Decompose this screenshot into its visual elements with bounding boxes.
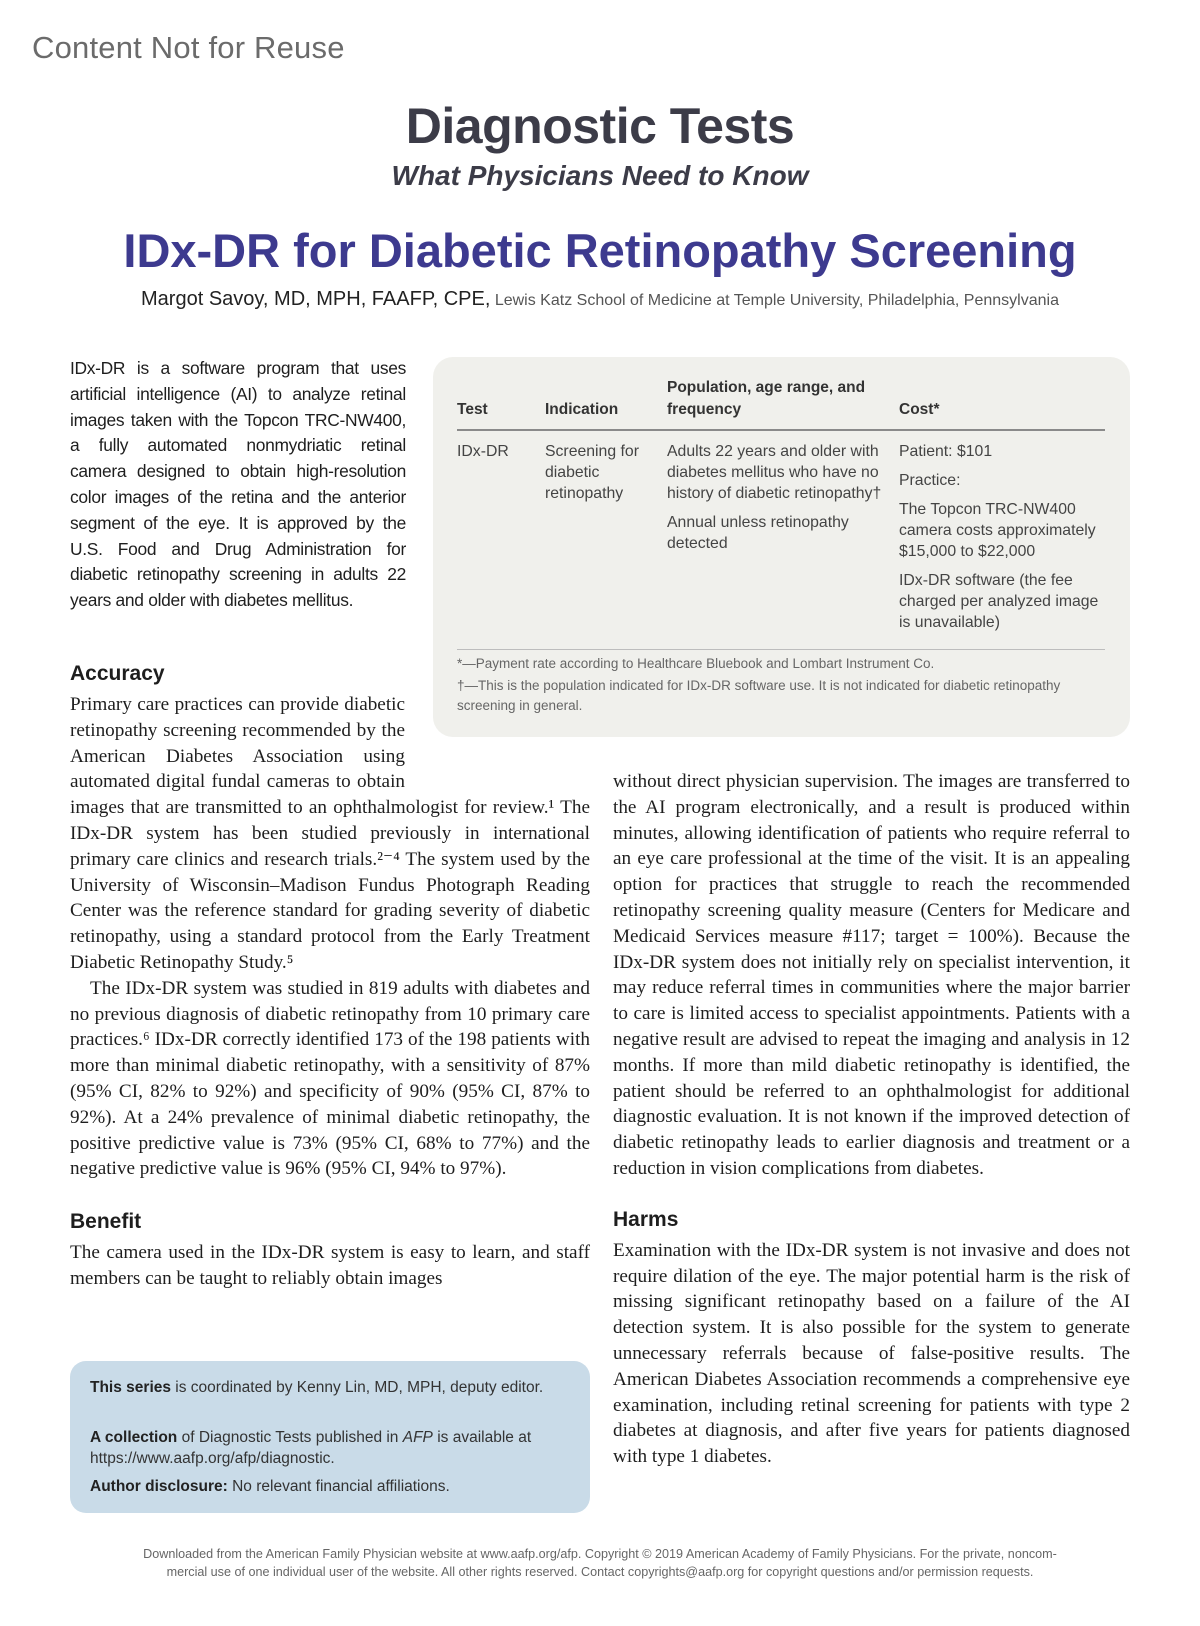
table-footnote: †—This is the population indicated for IDx-DR software use. It is not indicated for diabetic retinopathy screening in general. <box>457 678 1061 713</box>
benefit-paragraph-1: The camera used in the IDx-DR system is easy to learn, and staff members can be taught to reliably obtain images <box>70 1242 590 1289</box>
column-header-indication: Indication <box>545 377 667 430</box>
copyright-footer <box>40 1545 1160 1581</box>
column-header-test: Test <box>457 377 545 430</box>
cell-test: IDx-DR <box>457 430 545 650</box>
series-coordinator-note: This series is coordinated by Kenny Lin, MD, MPH, deputy editor. <box>90 1379 544 1396</box>
intro-paragraph: IDx-DR is a software program that uses artificial intelligence (AI) to analyze retinal images taken with the Topcon TRC-NW400, a fully automated nonmydriatic retinal camera designed to obtain high-resolution color images of the retina and the anterior segment of the eye. It is approved by the U.S. Food and Drug Administration for diabetic retinopathy screening in adults 22 years and older with diabetes mellitus. <box>70 358 406 611</box>
cost-practice-label: Practice: <box>899 472 961 489</box>
footer-line: Downloaded from the American Family Physician website at www.aafp.org/afp. Copyright © 2019 American Academy of Family Physicians. For the private, noncom- <box>143 1547 1057 1561</box>
series-info-box <box>70 1361 590 1513</box>
benefit-heading: Benefit <box>70 1210 142 1234</box>
table-row <box>457 430 1105 650</box>
cost-patient: Patient: $101 <box>899 443 993 460</box>
test-summary-table <box>457 377 1105 650</box>
watermark-text: Content Not for Reuse <box>32 30 345 65</box>
accuracy-paragraph-2: The IDx-DR system was studied in 819 adults with diabetes and no previous diagnosis of diabetic retinopathy from 10 primary care practices.⁶ IDx-DR correctly identified 173 of the 198 patients with more than minimal diabetic retinopathy, with a sensitivity of 87% (95% CI, 82% to 92%) and specificity of 90% (95% CI, 87% to 92%). At a 24% prevalence of minimal diabetic retinopathy, the positive predictive value is 73% (95% CI, 68% to 77%) and the negative predictive value is 96% (95% CI, 94% to 97%). <box>70 977 590 1180</box>
harms-paragraph: Examination with the IDx-DR system is not invasive and does not require dilation of the eye. The major potential harm is the risk of missing significant retinopathy based on a failure of the AI detection system. It is also possible for the system to generate unnecessary referrals because of false-positive results. The American Diabetes Association recommends a comprehensive eye examination, including retinal screening for patients with type 2 diabetes at diagnosis, and after five years for patients diagnosed with type 1 diabetes. <box>613 1239 1130 1468</box>
author-affiliation: Lewis Katz School of Medicine at Temple University, Philadelphia, Pennsylvania <box>494 292 1059 309</box>
column-header-cost: Cost* <box>899 377 1105 430</box>
cost-camera: The Topcon TRC-NW400 camera costs approximately $15,000 to $22,000 <box>899 501 1096 560</box>
series-subtitle: What Physicians Need to Know <box>391 160 809 191</box>
author-name: Margot Savoy, MD, MPH, FAAFP, CPE, <box>141 288 491 310</box>
cell-cost <box>899 430 1105 650</box>
cell-population <box>667 430 899 650</box>
byline <box>0 288 1200 311</box>
table-footnote: *—Payment rate according to Healthcare Bluebook and Lombart Instrument Co. <box>457 656 935 671</box>
article-title: IDx-DR for Diabetic Retinopathy Screening <box>123 224 1077 277</box>
benefit-paragraph-2: without direct physician supervision. The images are transferred to the AI program electronically, and a result is produced within minutes, allowing identification of patients who require referral to an eye care professional at the time of the visit. It is an appealing option for practices that struggle to reach the recommended retinopathy screening quality measure (Centers for Medicare and Medicaid Services measure #117; target = 100%). Because the IDx-DR system does not initially rely on specialist intervention, it may reduce referral times in communities where the major barrier to care is limited access to specialist appointments. Patients with a negative result are advised to repeat the imaging and analysis in 12 months. If more than mild diabetic retinopathy is identified, the patient should be referred to an ophthalmologist for additional diagnostic evaluation. It is not known if the improved detection of diabetic retinopathy leads to earlier diagnosis and treatment or a reduction in vision complications from diabetes. <box>613 771 1130 1179</box>
author-disclosure-note: Author disclosure: No relevant financial affiliations. <box>90 1478 450 1495</box>
harms-heading: Harms <box>613 1207 679 1231</box>
accuracy-paragraph-1: Primary care practices can provide diabetic retinopathy screening recommended by the American Diabetes Association using automated digital fundal cameras to obtain images that are transmitted to an ophthalmologist for review.¹ The IDx-DR system has been studied previously in international primary care clinics and research trials.²⁻⁴ The system used by the University of Wisconsin–Madison Fundus Photograph Reading Center was the reference standard for grading severity of diabetic retinopathy, using a standard protocol from the Early Treatment Diabetic Retinopathy Study.⁵ <box>70 694 590 973</box>
population-frequency: Annual unless retinopathy detected <box>667 514 849 552</box>
wrap-spacer <box>405 692 590 772</box>
series-collection-note: A collection of Diagnostic Tests published in AFP is available at https://www.aafp.org/afp/diagnostic. <box>90 1429 532 1467</box>
footer-line: mercial use of one individual user of the website. All other rights reserved. Contact copyrights@aafp.org for copyright questions and/or permission requests. <box>166 1565 1034 1579</box>
accuracy-heading: Accuracy <box>70 662 165 685</box>
left-column <box>70 662 590 1292</box>
right-column <box>613 769 1130 1470</box>
table-header-row <box>457 377 1105 430</box>
cell-indication: Screening for diabetic retinopathy <box>545 430 667 650</box>
column-header-population: Population, age range, and frequency <box>667 377 899 430</box>
series-title: Diagnostic Tests <box>405 98 795 154</box>
cost-software: IDx-DR software (the fee charged per analyzed image is unavailable) <box>899 572 1099 631</box>
population-criteria: Adults 22 years and older with diabetes mellitus who have no history of diabetic retinopathy† <box>667 443 882 502</box>
